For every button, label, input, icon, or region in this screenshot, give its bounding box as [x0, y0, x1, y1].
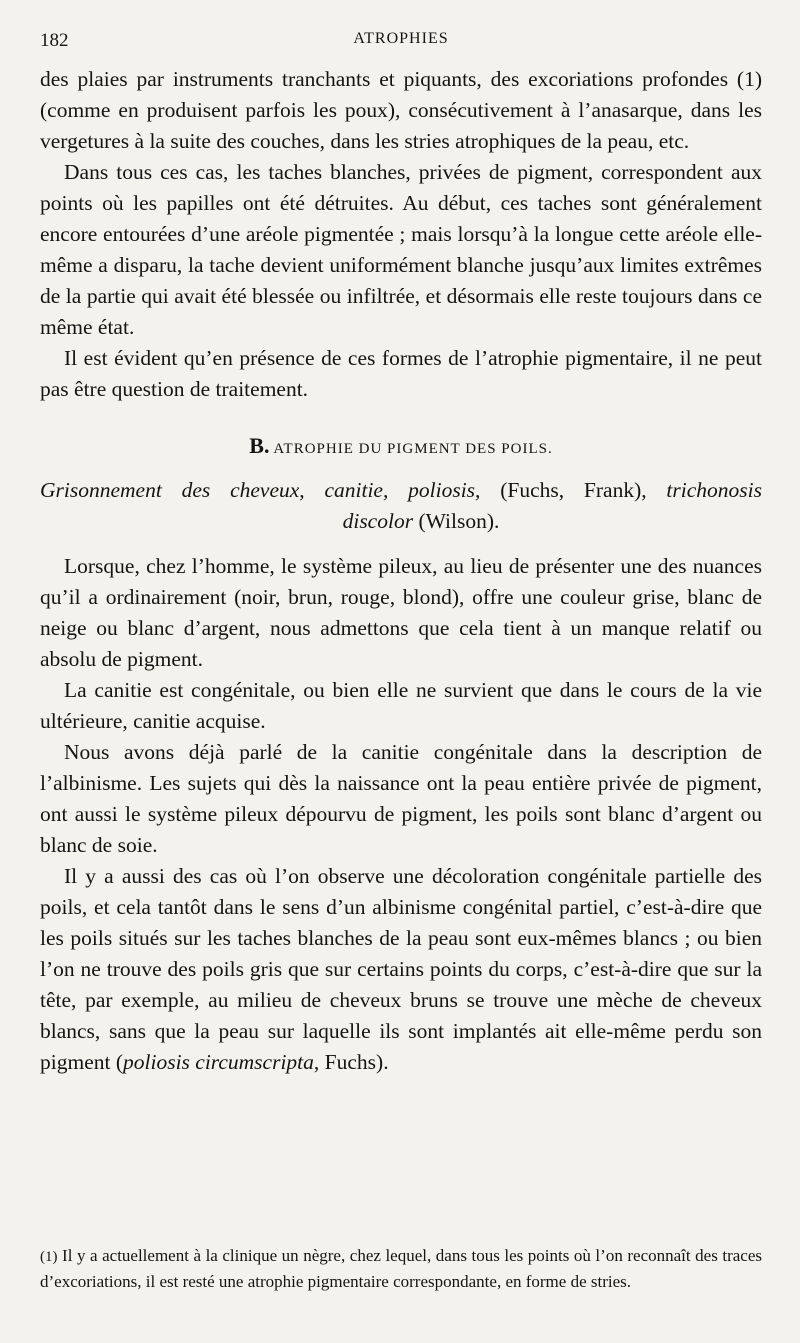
section-title: ATROPHIE DU PIGMENT DES POILS. — [273, 441, 553, 457]
page-number: 182 — [40, 30, 69, 51]
paragraph: La canitie est congénitale, ou bien elle ne survient que dans le cours de la vie ultérieure, canitie acquise. — [40, 678, 762, 733]
subtitle-roman: (Wilson). — [413, 509, 500, 533]
paragraph-italic: poliosis circumscripta — [123, 1050, 314, 1074]
paragraph: Nous avons déjà parlé de la canitie congénitale dans la description de l’albinisme. Les sujets qui dès la naissance ont la peau entière privée de pigment, ont aussi le système pileux dépourvu de pigment, les poils sont blanc d’argent ou blanc de soie. — [40, 740, 762, 857]
subtitle-italic: discolor — [342, 509, 414, 533]
paragraph: Il est évident qu’en présence de ces formes de l’atrophie pigmentaire, il ne peut pas être question de traitement. — [40, 346, 762, 401]
footnote-marker: (1) — [40, 1249, 58, 1265]
paragraph: des plaies par instruments tranchants et piquants, des excoriations profondes (1) (comme en produisent parfois les poux), consécutivement à l’anasarque, dans les vergetures à la suite des couches, dans les stries atrophiques de la peau, etc. — [40, 67, 762, 153]
running-title: ATROPHIES — [353, 30, 449, 47]
section-heading — [40, 433, 762, 459]
footnote-text: Il y a actuellement à la clinique un nègre, chez lequel, dans tous les points où l’on reconnaît des traces d’excoriations, il est resté une atrophie pigmentaire correspondante, en forme de stries. — [40, 1246, 762, 1291]
subtitle-roman: (Fuchs, Frank), — [480, 478, 667, 502]
subtitle-line-1 — [40, 475, 762, 506]
footnotes — [40, 1244, 762, 1293]
body-text — [40, 64, 762, 1078]
footnote — [40, 1244, 762, 1293]
paragraph: Dans tous ces cas, les taches blanches, privées de pigment, correspondent aux points où les papilles ont été détruites. Au début, ces taches sont généralement encore entourées d’une aréole pigmentée ; mais lorsqu’à la longue cette aréole elle-même a disparu, la tache devient uniformément blanche jusqu’aux limites extrêmes de la partie qui avait été blessée ou infiltrée, et désormais elle reste toujours dans ce même état. — [40, 160, 762, 339]
paragraph: Lorsque, chez l’homme, le système pileux, au lieu de présenter une des nuances qu’il a ordinairement (noir, brun, rouge, blond), offre une couleur grise, blanc de neige ou blanc d’argent, nous admettons que cela tient à un manque relatif ou absolu de pigment. — [40, 554, 762, 671]
page-header — [40, 30, 762, 54]
subtitle-italic: Grisonnement des cheveux, canitie, poliosis, — [40, 478, 481, 502]
subtitle-line-2 — [40, 506, 762, 537]
paragraph-end: , Fuchs). — [313, 1050, 389, 1074]
section-letter: B. — [249, 433, 270, 458]
section-subtitle — [40, 475, 762, 537]
paragraph — [40, 861, 762, 1078]
paragraph-text: Il y a aussi des cas où l’on observe une décoloration congénitale partielle des poils, et cela tantôt dans le sens d’un albinisme congénital partiel, c’est-à-dire que les poils situés sur les taches blanches de la peau sont eux-mêmes blancs ; ou bien l’on ne trouve des poils gris que sur certains points du corps, c’est-à-dire que sur la tête, par exemple, au milieu de cheveux bruns se trouve une mèche de cheveux blancs, sans que la peau sur laquelle ils sont implantés ait elle-même perdu son pigment ( — [40, 864, 762, 1074]
subtitle-italic: trichonosis — [666, 478, 762, 502]
